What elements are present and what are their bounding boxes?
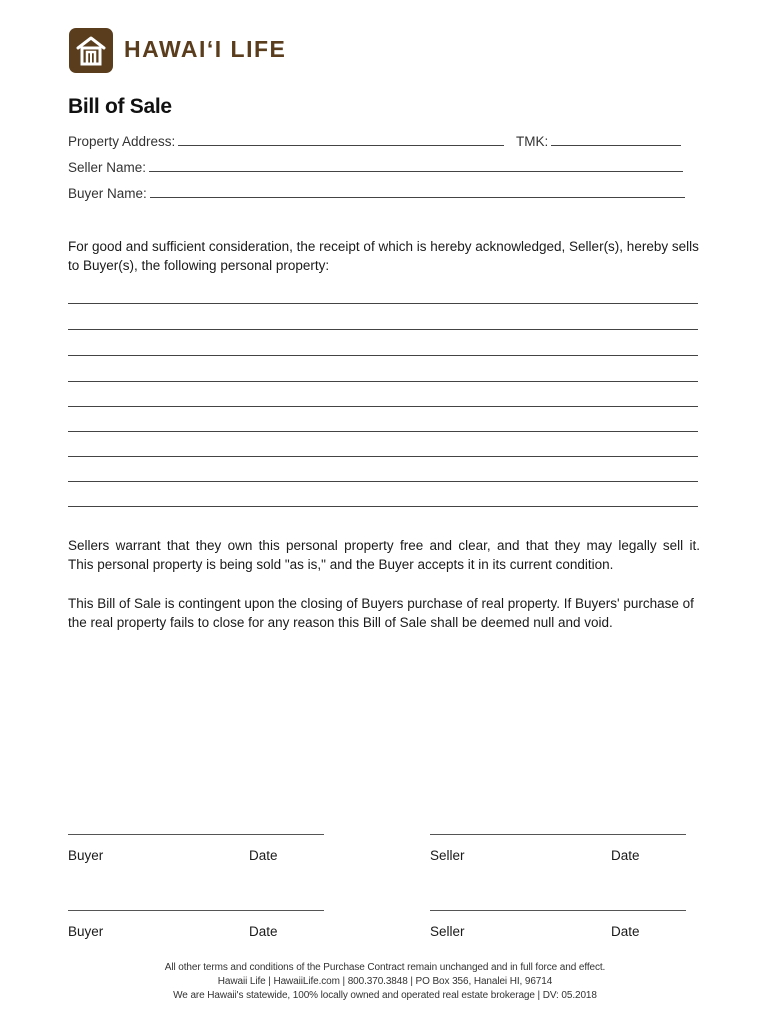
property-line[interactable] xyxy=(68,381,698,382)
seller-signature-line[interactable] xyxy=(430,834,686,835)
seller-name-label: Seller Name: xyxy=(68,160,147,175)
property-address-label: Property Address: xyxy=(68,134,176,149)
house-icon xyxy=(69,28,113,73)
contingency-paragraph: This Bill of Sale is contingent upon the closing of Buyers purchase of real property. If Buyers' purchase of the real property fails to close for any reason this Bill of Sale shall be deemed null and void. xyxy=(68,596,694,630)
property-line[interactable] xyxy=(68,431,698,432)
seller-date-label: Date xyxy=(611,848,640,863)
property-line[interactable] xyxy=(68,506,698,507)
buyer-signature-line[interactable] xyxy=(68,834,324,835)
seller-name-blank[interactable] xyxy=(149,159,683,172)
buyer-name-field[interactable] xyxy=(68,185,685,201)
property-line[interactable] xyxy=(68,456,698,457)
buyer-name-blank[interactable] xyxy=(150,185,685,198)
property-line[interactable] xyxy=(68,355,698,356)
property-address-blank[interactable] xyxy=(178,133,504,146)
property-address-field[interactable] xyxy=(68,133,504,149)
footer-terms: All other terms and conditions of the Purchase Contract remain unchanged and in full force and effect. xyxy=(164,962,606,973)
buyer-name-label: Buyer Name: xyxy=(68,186,147,201)
seller-label: Seller xyxy=(430,848,465,863)
seller-name-field[interactable] xyxy=(68,159,683,175)
buyer-label: Buyer xyxy=(68,924,104,939)
footer-tagline: We are Hawaii's statewide, 100% locally owned and operated real estate brokerage | DV: 05.2018 xyxy=(173,990,597,1001)
buyer-date-label: Date xyxy=(249,848,278,863)
buyer-label: Buyer xyxy=(68,848,104,863)
tmk-label: TMK: xyxy=(516,134,549,149)
document-title: Bill of Sale xyxy=(68,95,172,118)
footer-contact: Hawaii Life | HawaiiLife.com | 800.370.3848 | PO Box 356, Hanalei HI, 96714 xyxy=(217,976,553,987)
property-line[interactable] xyxy=(68,406,698,407)
tmk-blank[interactable] xyxy=(551,133,681,146)
tmk-field[interactable] xyxy=(516,133,681,149)
brand-name: HAWAI‘I LIFE xyxy=(124,36,287,62)
seller-label: Seller xyxy=(430,924,465,939)
property-line[interactable] xyxy=(68,303,698,304)
warranty-line-1: Sellers warrant that they own this personal property free and clear, and that they may legally sell it. xyxy=(68,538,700,553)
buyer-signature-line[interactable] xyxy=(68,910,324,911)
property-line[interactable] xyxy=(68,481,698,482)
warranty-line-2: This personal property is being sold "as is," and the Buyer accepts it in its current condition. xyxy=(68,557,614,572)
buyer-date-label: Date xyxy=(249,924,278,939)
property-line[interactable] xyxy=(68,329,698,330)
seller-date-label: Date xyxy=(611,924,640,939)
seller-signature-line[interactable] xyxy=(430,910,686,911)
intro-paragraph: For good and sufficient consideration, the receipt of which is hereby acknowledged, Seller(s), hereby sells to Buyer(s), the following personal property: xyxy=(68,239,699,273)
logo-badge xyxy=(69,28,113,73)
